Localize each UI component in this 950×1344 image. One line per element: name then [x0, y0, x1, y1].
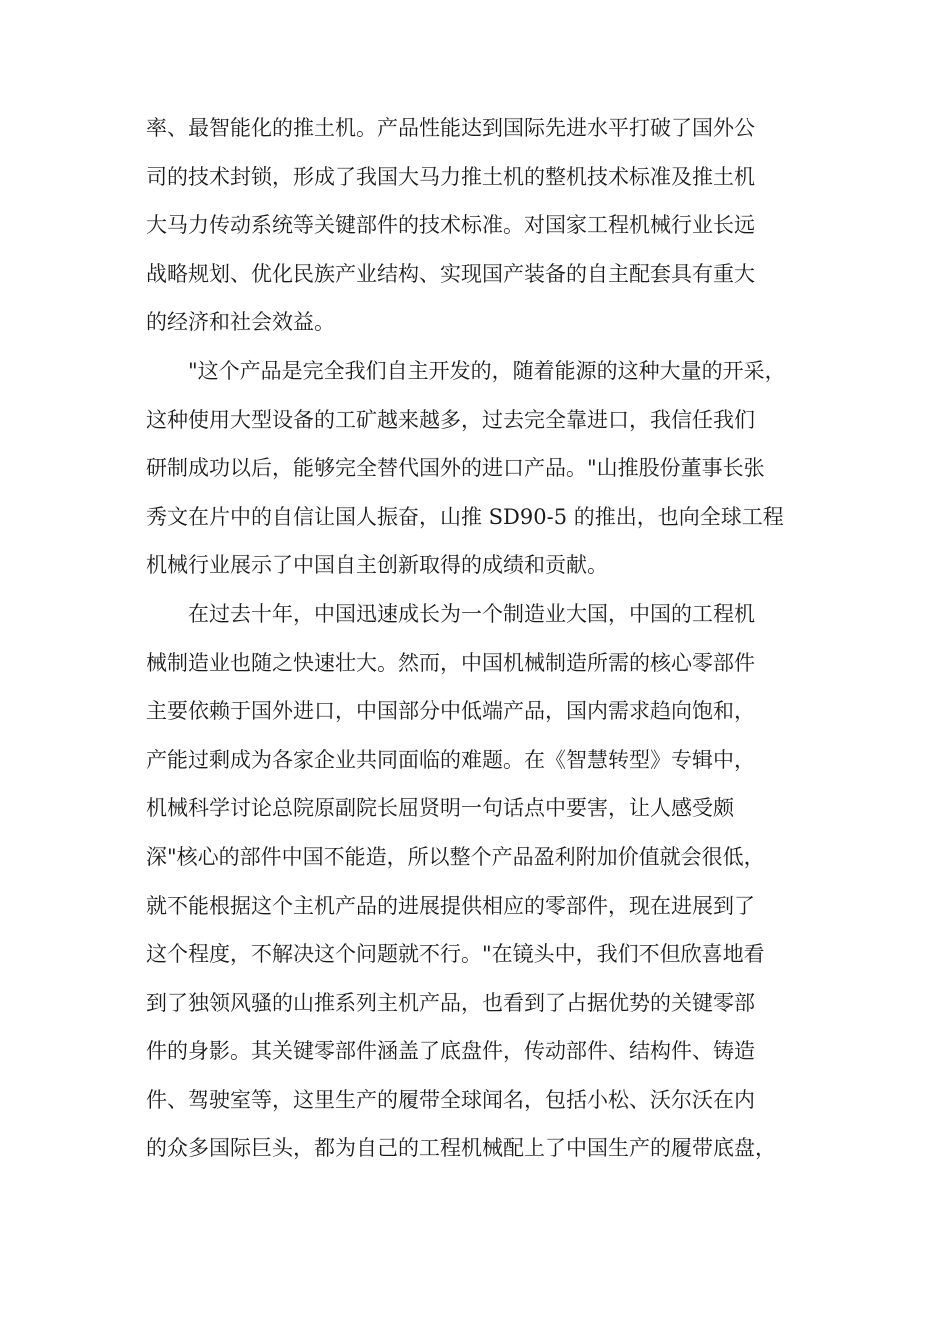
paragraph-2-line-2: 这种使用大型设备的工矿越来越多，过去完全靠进口，我信任我们 — [146, 407, 755, 432]
paragraph-2-line-5: 机械行业展示了中国自主创新取得的成绩和贡献。 — [146, 553, 608, 578]
paragraph-3-line-1: 在过去十年，中国迅速成长为一个制造业大国，中国的工程机 — [188, 601, 755, 626]
paragraph-1-line-4: 战略规划、优化民族产业结构、实现国产装备的自主配套具有重大 — [146, 261, 755, 286]
paragraph-3-line-11: 件、驾驶室等，这里生产的履带全球闻名，包括小松、沃尔沃在内 — [146, 1087, 755, 1112]
paragraph-3-line-5: 机械科学讨论总院原副院长屈贤明一句话点中要害，让人感受颇 — [146, 796, 734, 821]
paragraph-3-line-3: 主要依赖于国外进口，中国部分中低端产品，国内需求趋向饱和， — [146, 699, 755, 724]
paragraph-3-line-8: 这个程度，不解决这个问题就不行。"在镜头中，我们不但欣喜地看 — [146, 942, 765, 967]
body-text — [146, 104, 816, 1173]
paragraph-3-line-12: 的众多国际巨头，都为自己的工程机械配上了中国生产的履带底盘， — [146, 1136, 776, 1161]
paragraph-2-line-4: 秀文在片中的自信让国人振奋，山推 SD90-5 的推出，也向全球工程 — [146, 504, 784, 529]
paragraph-1-line-5: 的经济和社会效益。 — [146, 310, 335, 335]
paragraph-3-line-7: 就不能根据这个主机产品的进展提供相应的零部件，现在进展到了 — [146, 893, 755, 918]
paragraph-3-line-10: 件的身影。其关键零部件涵盖了底盘件，传动部件、结构件、铸造 — [146, 1039, 755, 1064]
paragraph-1-line-2: 司的技术封锁，形成了我国大马力推土机的整机技术标准及推土机 — [146, 164, 755, 189]
paragraph-3-line-9: 到了独领风骚的山推系列主机产品，也看到了占据优势的关键零部 — [146, 990, 755, 1015]
paragraph-2-line-1: "这个产品是完全我们自主开发的，随着能源的这种大量的开采， — [188, 358, 786, 383]
paragraph-1-line-1: 率、最智能化的推土机。产品性能达到国际先进水平打破了国外公 — [146, 116, 755, 140]
paragraph-2-line-3: 研制成功以后，能够完全替代国外的进口产品。"山推股份董事长张 — [146, 456, 765, 481]
paragraph-3-line-2: 械制造业也随之快速壮大。然而，中国机械制造所需的核心零部件 — [146, 650, 755, 675]
paragraph-3-line-6: 深"核心的部件中国不能造，所以整个产品盈利附加价值就会很低， — [146, 844, 765, 869]
paragraph-1-line-3: 大马力传动系统等关键部件的技术标准。对国家工程机械行业长远 — [146, 213, 755, 238]
paragraph-3-line-4: 产能过剩成为各家企业共同面临的难题。在《智慧转型》专辑中， — [146, 747, 755, 772]
